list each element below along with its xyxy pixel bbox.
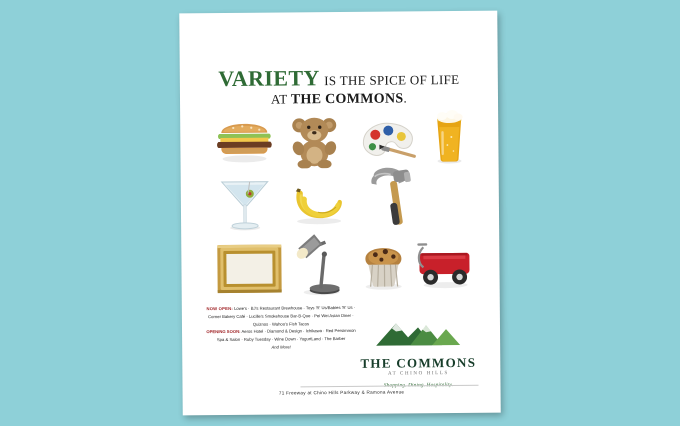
cheeseburger-photo	[214, 113, 274, 166]
headline-line-2-suffix: .	[403, 90, 408, 106]
headline-line-1-rest: IS THE SPICE OF LIFE	[324, 71, 460, 89]
address-line: 71 Freeway at Chino Hills Parkway & Ramona Avenue	[278, 389, 405, 396]
headline-variety-word: VARIETY	[218, 65, 320, 92]
and-more-text: And More!	[271, 344, 291, 350]
now-open-label: NOW OPEN:	[206, 305, 233, 312]
headline-block	[180, 66, 498, 109]
opening-soon-tenants: Aeros Hotel · Diamond & Design · Ichikawa · Red Persimmon Spa & Salon · Ruby Tuesday · Wine Down · YogurtLand · The Barber	[216, 328, 356, 343]
tenant-list	[206, 304, 356, 352]
advertisement-page	[179, 11, 500, 416]
picture-frame-photo	[213, 240, 285, 297]
martini-glass-photo	[215, 171, 276, 234]
logo-name: THE COMMONS	[360, 354, 477, 371]
muffin-photo	[355, 235, 411, 291]
opening-soon-label: OPENING SOON:	[206, 329, 241, 335]
headline-line-2	[180, 91, 498, 109]
headline-line-2-prefix: AT	[270, 91, 291, 107]
red-wagon-photo	[415, 235, 475, 292]
product-photo-grid	[208, 111, 472, 301]
headline-line-1	[180, 66, 498, 91]
teddy-bear-photo	[284, 112, 344, 169]
bananas-photo	[289, 174, 349, 229]
logo-subtitle: AT CHINO HILLS	[387, 371, 449, 377]
paint-palette-photo	[354, 115, 420, 164]
desk-lamp-photo	[293, 228, 350, 296]
now-open-tenants: Lowe's · BJ's Restaurant Brewhouse · Toys 'R' Us/Babies 'R' Us · Corner Bakery Café · Lucille's Smokehouse Bar-B-Que · Pei Wei Asian Diner · Quiznos · Wahoo's Fish Tacos	[208, 304, 356, 327]
commons-logo	[358, 315, 479, 389]
advertisement-footer	[182, 303, 501, 416]
beer-glass-photo	[426, 107, 473, 165]
hammer-photo	[359, 163, 424, 230]
mountains-logo-icon	[370, 315, 466, 350]
headline-brand: THE COMMONS	[290, 91, 404, 108]
